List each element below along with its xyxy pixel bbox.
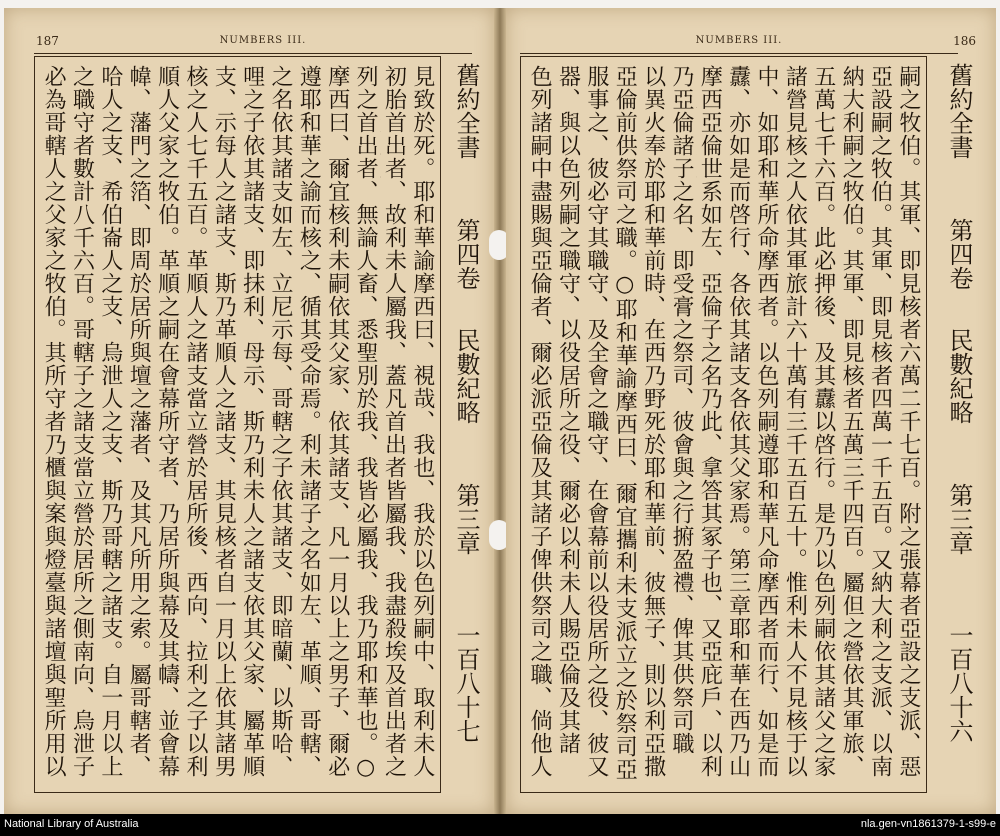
text-column: 諸營見核之人依其軍旅計六十萬有三千五百五十。惟利未人不見核于以: [782, 65, 808, 778]
text-column: 必為哥轄人之父家之牧伯。其所守者乃櫃與案與燈臺與諸壇與聖所用以: [41, 65, 67, 778]
footer-source: National Library of Australia: [4, 818, 139, 830]
running-head: [520, 34, 976, 50]
text-column: 之職守者數計八千六百。哥轄子之諸支當立營於居所之側南向、烏泄子: [69, 65, 95, 778]
margin-book: 舊約全書: [945, 63, 973, 159]
left-page: [4, 8, 494, 814]
text-column: 色列諸嗣中盡賜與亞倫者、爾必派亞倫及其諸子俾供祭司之職、倘他人: [527, 65, 553, 778]
book-spine: [494, 8, 506, 814]
text-column: 摩西曰、爾宜核利未嗣依其父家、依其諸支、凡一月以上之男子、爾必: [324, 65, 350, 778]
text-column: 遵耶和華之諭而核之、循其受命焉。利未諸子之名如左、革順、哥轄、: [296, 65, 322, 778]
text-column: 見致於死。耶和華諭摩西曰、視哉、我也、我於以色列嗣中、取利未人: [409, 65, 435, 778]
text-column: 五萬七千六百。此必押後、及其纛以啓行。是乃以色列嗣依其諸父之家: [810, 65, 836, 778]
text-column: 之名依其諸支如左、立尼示每、哥轄之子依其諸支、即暗蘭、以斯哈、: [268, 65, 294, 778]
footer-identifier: nla.gen-vn1861379-1-s99-e: [860, 818, 996, 830]
margin-book-name: 民數紀略: [452, 328, 480, 424]
running-head: [36, 34, 482, 50]
text-column: 哩之子依其諸支、即抹利、母示、斯乃利未人之諸支依其父家、屬革順: [239, 65, 265, 778]
running-title: NUMBERS III.: [219, 35, 307, 46]
page-number: 187: [36, 34, 59, 48]
text-column: 列之首出者、無論人畜、悉聖別於我、我皆必屬我、我乃耶和華也。○: [353, 65, 379, 781]
right-page: [506, 8, 996, 814]
text-column: 亞設嗣之牧伯。其軍、即見核者四萬一千五百。又納大利之支派、以南: [867, 65, 893, 778]
text-column: 摩西亞倫世系如左、亞倫子之名乃此、拿答其冢子也、又亞庇戶、以利: [697, 65, 723, 778]
margin-column: [942, 63, 978, 784]
text-column: 服事之、彼必守其職守、及全會之職守、在會幕前以役居所之役、彼又: [583, 65, 609, 778]
text-column: 順人父家之牧伯。革順之嗣在會幕所守者、乃居所與幕及其幬、並會幕: [154, 65, 180, 778]
text-block: [34, 56, 441, 793]
text-column: 乃亞倫諸子之名、即受膏之祭司、彼會與之行捬盈禮、俾其供祭司職: [668, 65, 694, 755]
header-rule: [520, 53, 958, 54]
margin-volume: 第四卷: [452, 218, 480, 290]
header-rule: [34, 53, 472, 54]
text-column: 支、示每人之諸支、斯乃革順人之諸支、其見核者自一月以上依其諸男: [211, 65, 237, 778]
text-column: 纛、亦如是而啓行、各依其諸支各依其父家焉。第三章耶和華在西乃山: [725, 65, 751, 778]
text-block: [520, 56, 927, 793]
text-column: 以異火奉於耶和華前時、在西乃野死於耶和華前、彼無子、則以利亞撒: [640, 65, 666, 778]
text-column: 核之人七千五百。革順人之諸支當立營於居所後、西向、拉利之子以利: [182, 65, 208, 778]
margin-volume: 第四卷: [945, 218, 973, 290]
text-column: 中、如耶和華所命摩西者。以色列嗣遵耶和華凡命摩西者而行、如是而: [754, 65, 780, 778]
margin-chapter: 第三章: [452, 483, 480, 555]
text-column: 哈人之支、希伯崙人之支、烏泄人之支、斯乃哥轄之諸支。自一月以上: [97, 65, 123, 778]
margin-page-cn: 一百八十七: [452, 623, 480, 743]
margin-column: [449, 63, 485, 784]
text-column: 嗣之牧伯。其軍、即見核者六萬二千七百。附之張幕者亞設之支派、惡: [895, 65, 921, 778]
margin-page-cn: 一百八十六: [945, 623, 973, 743]
margin-book: 舊約全書: [452, 63, 480, 159]
margin-book-name: 民數紀略: [945, 328, 973, 424]
text-column: 納大利嗣之牧伯。其軍、即見核者五萬三千四百。屬但之營依其軍旅、: [839, 65, 865, 778]
margin-chapter: 第三章: [945, 483, 973, 555]
text-column: 亞倫前供祭司之職。○耶和華諭摩西曰、爾宜攜利未支派立之於祭司亞: [612, 65, 638, 781]
text-column: 器、與以色列嗣之職守、以役居所之役、爾必以利未人賜亞倫及其諸: [555, 65, 581, 755]
text-column: 幃、藩門之箔、即周於居所與壇之藩者、及其凡所用之索。屬哥轄者、: [126, 65, 152, 778]
running-title: NUMBERS III.: [695, 35, 783, 46]
footer-bar: [0, 814, 1000, 836]
text-column: 初胎首出者、故利未人屬我、蓋凡首出者皆屬我、我盡殺埃及首出者之: [381, 65, 407, 778]
page-number: 186: [953, 34, 976, 48]
